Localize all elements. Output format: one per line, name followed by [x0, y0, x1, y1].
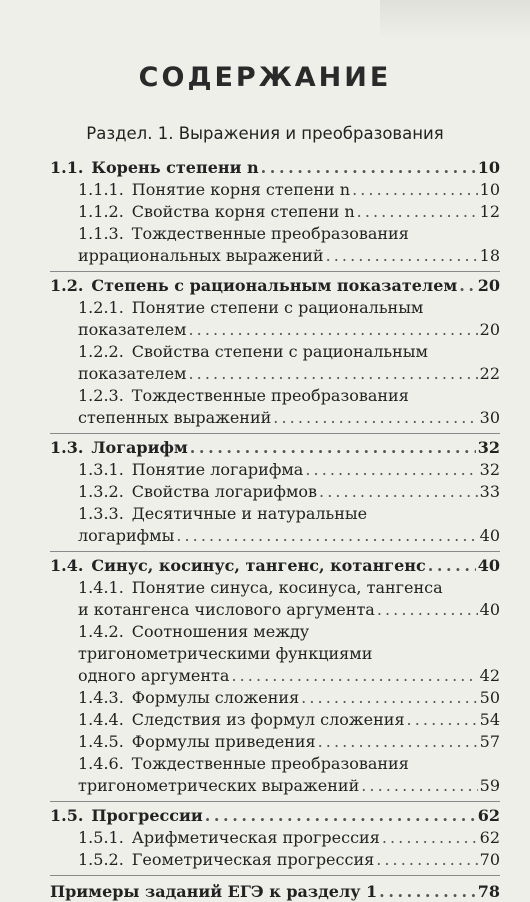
- entry-number: 1.2.1.: [78, 298, 124, 317]
- leader-dots: [379, 882, 476, 902]
- entry-title: Десятичные и натуральные: [131, 504, 368, 523]
- entry-number: 1.3.3.: [78, 504, 124, 523]
- toc-entry-1-4-1-cont: [78, 600, 500, 620]
- entry-title: Понятие логарифма: [131, 460, 304, 479]
- entry-page: 18: [479, 246, 500, 265]
- entry-number: 1.5.1.: [78, 828, 124, 847]
- entry-number: 1.4.6.: [78, 754, 124, 773]
- leader-dots: [176, 526, 477, 546]
- entry-title: Свойства корня степени n: [131, 202, 355, 221]
- entry-number: 1.3.1.: [78, 460, 124, 479]
- entry-title: Формулы сложения: [131, 688, 300, 707]
- entry-title: Степень с рациональным показателем: [91, 276, 458, 295]
- leader-dots: [352, 180, 478, 200]
- entry-title: Тождественные преобразования: [131, 224, 409, 243]
- entry-title: Свойства логарифмов: [131, 482, 318, 501]
- entry-page: 42: [479, 666, 500, 685]
- entry-page: 20: [477, 276, 500, 295]
- toc-entry-1-4-1: [78, 578, 500, 598]
- toc-entry-1-5-1: [78, 828, 500, 848]
- toc-entry-1-1-1: [78, 180, 500, 200]
- toc-entry-1-4-3: [78, 688, 500, 708]
- toc-entry-1-1-2: [78, 202, 500, 222]
- entry-title: Корень степени n: [91, 158, 259, 177]
- leader-dots: [377, 600, 478, 620]
- leader-dots: [190, 438, 476, 458]
- entry-number: 1.3.2.: [78, 482, 124, 501]
- section-divider: [50, 551, 500, 552]
- entry-title: Формулы приведения: [131, 732, 316, 751]
- leader-dots: [326, 246, 478, 266]
- toc-entry-1-5: [50, 806, 500, 826]
- toc-entry-1-2-1: [78, 298, 500, 318]
- entry-number: 1.5.2.: [78, 850, 124, 869]
- toc-entry-1-4-5: [78, 732, 500, 752]
- entry-title: Примеры заданий ЕГЭ к разделу 1: [50, 882, 378, 901]
- entry-title: Понятие степени с рациональным: [131, 298, 424, 317]
- entry-title: Тождественные преобразования: [131, 754, 409, 773]
- entry-page: 50: [479, 688, 500, 707]
- entry-page: 10: [477, 158, 500, 177]
- toc-entry-1-4-2-cont: [78, 644, 500, 664]
- leader-dots: [376, 850, 477, 870]
- leader-dots: [231, 666, 477, 686]
- leader-dots: [361, 776, 477, 796]
- leader-dots: [382, 828, 478, 848]
- page-title: СОДЕРЖАНИЕ: [138, 62, 392, 93]
- toc-entry-1-2-3-cont: [78, 408, 500, 428]
- entry-page: 30: [479, 408, 500, 427]
- entry-title-cont: тригонометрическими функциями: [78, 644, 373, 663]
- entry-number: 1.3.: [50, 438, 84, 457]
- leader-dots: [261, 158, 476, 178]
- leader-dots: [305, 460, 477, 480]
- toc-entry-1-4-6: [78, 754, 500, 774]
- entry-number: 1.4.1.: [78, 578, 124, 597]
- scan-shadow: [380, 0, 530, 40]
- entry-title: Понятие корня степени n: [131, 180, 351, 199]
- entry-page: 40: [477, 556, 500, 575]
- toc-entry-examples: [50, 882, 500, 902]
- entry-title-cont: тригонометрических выражений: [78, 776, 360, 795]
- section-title: Раздел. 1. Выражения и преобразования: [86, 124, 444, 143]
- entry-title: Понятие синуса, косинуса, тангенса: [131, 578, 443, 597]
- entry-title: Логарифм: [91, 438, 188, 457]
- toc-entry-1-5-2: [78, 850, 500, 870]
- toc-entry-1-1-3: [78, 224, 500, 244]
- section-divider: [50, 271, 500, 272]
- leader-dots: [205, 806, 476, 826]
- section-divider: [50, 433, 500, 434]
- entry-page: 62: [477, 806, 500, 825]
- toc-entry-1-3-2: [78, 482, 500, 502]
- toc-entry-1-4-6-cont: [78, 776, 500, 796]
- entry-title-cont: степенных выражений: [78, 408, 272, 427]
- entry-page: 40: [479, 600, 500, 619]
- entry-title-cont: одного аргумента: [78, 666, 230, 685]
- entry-page: 12: [479, 202, 500, 221]
- entry-number: 1.4.4.: [78, 710, 124, 729]
- entry-title: Арифметическая прогрессия: [131, 828, 380, 847]
- entry-page: 20: [479, 320, 500, 339]
- entry-title: Свойства степени с рациональным: [131, 342, 428, 361]
- entry-page: 54: [479, 710, 500, 729]
- leader-dots: [319, 482, 478, 502]
- leader-dots: [459, 276, 475, 296]
- entry-page: 62: [479, 828, 500, 847]
- toc-entry-1-3: [50, 438, 500, 458]
- toc-entry-1-2-3: [78, 386, 500, 406]
- entry-title-cont: показателем: [78, 364, 187, 383]
- toc-entry-1-2-2-cont: [78, 364, 500, 384]
- entry-title-cont: иррациональных выражений: [78, 246, 324, 265]
- leader-dots: [189, 364, 478, 384]
- toc-entry-1-4-2-cont2: [78, 666, 500, 686]
- leader-dots: [407, 710, 478, 730]
- entry-number: 1.1.3.: [78, 224, 124, 243]
- entry-title-cont: показателем: [78, 320, 187, 339]
- leader-dots: [428, 556, 476, 576]
- entry-number: 1.4.: [50, 556, 84, 575]
- entry-title: Прогрессии: [91, 806, 203, 825]
- toc-entry-1-3-3-cont: [78, 526, 500, 546]
- entry-number: 1.5.: [50, 806, 84, 825]
- entry-page: 57: [479, 732, 500, 751]
- entry-page: 10: [479, 180, 500, 199]
- leader-dots: [357, 202, 478, 222]
- entry-page: 33: [479, 482, 500, 501]
- toc-entry-1-1-3-cont: [78, 246, 500, 266]
- entry-page: 32: [479, 460, 500, 479]
- toc-entry-1-2-1-cont: [78, 320, 500, 340]
- entry-title: Соотношения между: [131, 622, 310, 641]
- entry-title-cont: логарифмы: [78, 526, 175, 545]
- entry-page: 22: [479, 364, 500, 383]
- entry-number: 1.4.5.: [78, 732, 124, 751]
- entry-number: 1.4.3.: [78, 688, 124, 707]
- toc-entry-1-3-3: [78, 504, 500, 524]
- entry-page: 70: [479, 850, 500, 869]
- entry-page: 40: [479, 526, 500, 545]
- toc-entry-1-1: [50, 158, 500, 178]
- leader-dots: [189, 320, 478, 340]
- leader-dots: [318, 732, 478, 752]
- entry-number: 1.1.2.: [78, 202, 124, 221]
- entry-number: 1.1.: [50, 158, 84, 177]
- entry-page: 59: [479, 776, 500, 795]
- leader-dots: [273, 408, 477, 428]
- entry-page: 78: [477, 882, 500, 901]
- entry-page: 32: [477, 438, 500, 457]
- toc-entry-1-4: [50, 556, 500, 576]
- toc-entry-1-2-2: [78, 342, 500, 362]
- entry-title-cont: и котангенса числового аргумента: [78, 600, 375, 619]
- entry-number: 1.2.: [50, 276, 84, 295]
- section-divider: [50, 801, 500, 802]
- section-divider: [50, 875, 500, 876]
- entry-title: Синус, косинус, тангенс, котангенс: [91, 556, 426, 575]
- toc-entry-1-2: [50, 276, 500, 296]
- entry-number: 1.2.3.: [78, 386, 124, 405]
- toc-entry-1-3-1: [78, 460, 500, 480]
- entry-number: 1.4.2.: [78, 622, 124, 641]
- toc-entry-1-4-4: [78, 710, 500, 730]
- entry-title: Тождественные преобразования: [131, 386, 409, 405]
- entry-title: Геометрическая прогрессия: [131, 850, 375, 869]
- leader-dots: [301, 688, 477, 708]
- entry-title: Следствия из формул сложения: [131, 710, 405, 729]
- toc-entry-1-4-2: [78, 622, 500, 642]
- entry-number: 1.2.2.: [78, 342, 124, 361]
- entry-number: 1.1.1.: [78, 180, 124, 199]
